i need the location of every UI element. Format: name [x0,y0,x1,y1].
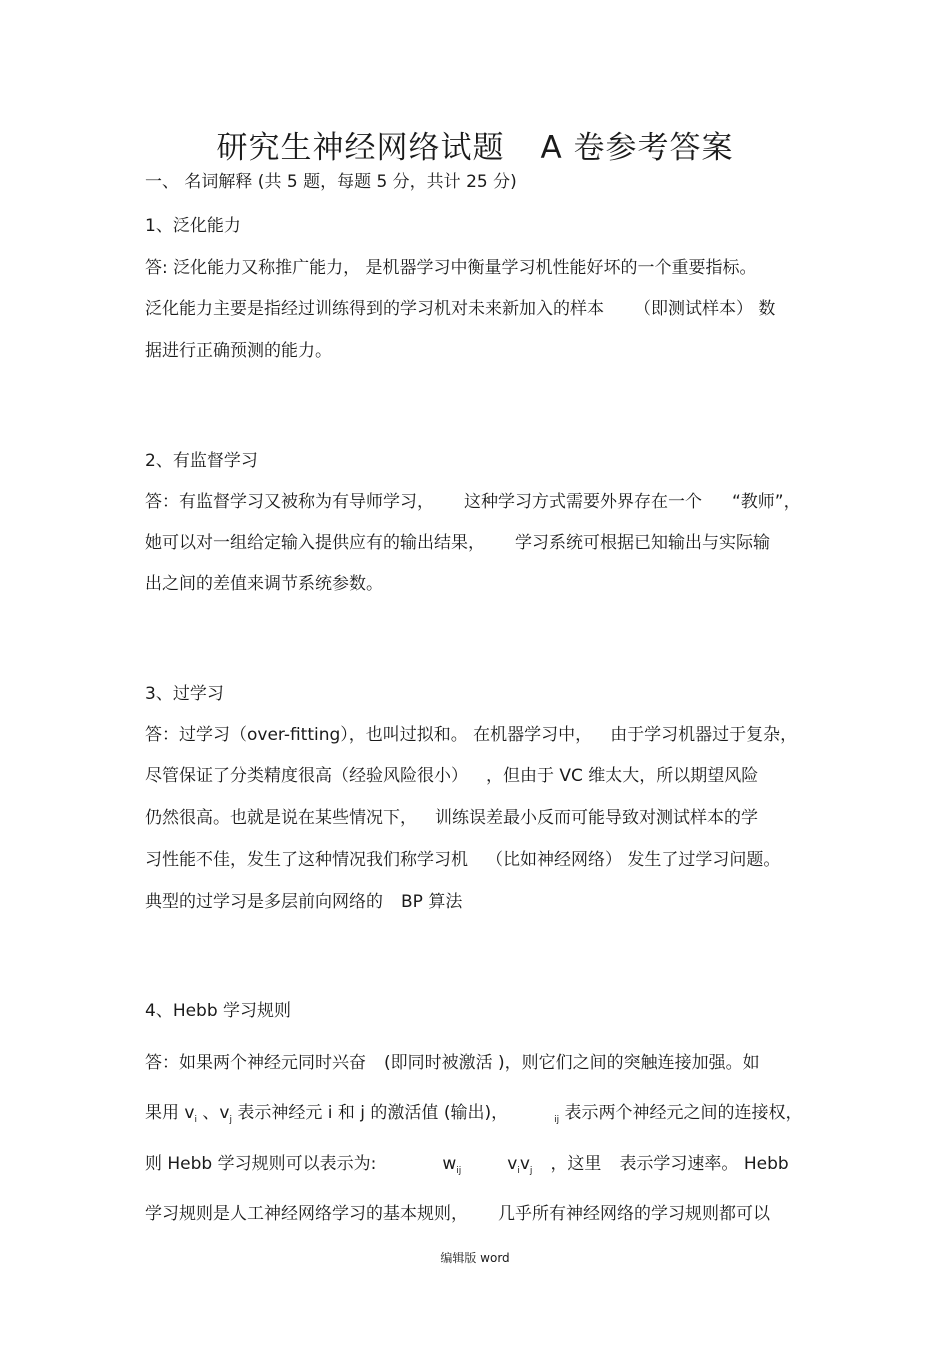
answer-4-text: 表示两个神经元之间的连接权， [559,1103,803,1123]
answer-3-line-4 [145,850,780,870]
page-title [0,122,950,167]
question-1-heading: 1、泛化能力 [145,216,241,236]
answer-2-line-1b: 这种学习方式需要外界存在一个 [464,492,702,512]
question-3-heading: 3、过学习 [145,684,224,704]
answer-3-line-2a: 尽管保证了分类精度很高（经验风险很小） [145,766,468,786]
question-4-heading: 4、Hebb 学习规则 [145,1001,292,1021]
answer-3-line-3 [145,808,758,828]
answer-4-line-1 [145,1053,760,1073]
answer-3-line-5b: BP 算法 [401,892,463,912]
answer-4-text: 果用 v [145,1103,195,1123]
answer-2-line-2 [145,533,770,553]
answer-3-line-5 [145,892,462,912]
answer-2-line-2b: 学习系统可根据已知输出与实际输 [515,533,770,553]
answer-4-text: 几乎所有神经网络的学习规则都可以 [498,1204,770,1224]
answer-4-text: ，这里 [550,1154,602,1174]
formula-v: v [507,1154,518,1174]
answer-3-line-4a: 习性能不佳，发生了这种情况我们称学习机 [145,850,468,870]
answer-3-line-1a: 答：过学习（over-fitting），也叫过拟和。 在机器学习中， [145,725,593,745]
answer-2-line-3: 出之间的差值来调节系统参数。 [145,574,383,594]
answer-2-line-1 [145,492,801,512]
answer-1-line-1: 答: 泛化能力又称推广能力， 是机器学习中衡量学习机性能好坏的一个重要指标。 [145,258,757,278]
answer-1-line-2 [145,299,775,319]
answer-3-line-2b: ，但由于 VC 维太大，所以期望风险 [486,766,759,786]
answer-4-text: 、v [196,1103,230,1123]
answer-2-line-2a: 她可以对一组给定输入提供应有的输出结果， [145,533,485,553]
answer-2-line-1c: “教师”， [732,492,801,512]
subscript-j: j [529,1166,533,1176]
question-2-heading: 2、有监督学习 [145,451,258,471]
answer-1-line-3: 据进行正确预测的能力。 [145,341,332,361]
title-paper-version: A 卷参考答案 [540,130,734,166]
answer-4-line-1b: (即同时被激活 )，则它们之间的突触连接加强。如 [384,1053,760,1073]
answer-4-text: 学习规则是人工神经网络学习的基本规则， [145,1204,468,1224]
answer-1-line-2b: （即测试样本） 数 [634,299,776,319]
title-main: 研究生神经网络试题 [216,130,505,166]
answer-3-line-3b: 训练误差最小反而可能导致对测试样本的学 [435,808,758,828]
subscript-i: i [517,1166,520,1176]
answer-4-text: 表示学习速率。 Hebb [619,1154,789,1174]
answer-4-line-3 [145,1154,789,1181]
answer-4-text: 表示神经元 i 和 j 的激活值 (输出)， [231,1103,509,1123]
page-footer: 编辑版 word [440,1251,510,1265]
formula-w: w [442,1154,457,1174]
answer-4-text: 则 Hebb 学习规则可以表示为: [145,1154,377,1174]
subscript-ij: ij [456,1166,462,1176]
answer-3-line-1 [145,725,797,745]
answer-2-line-1a: 答：有监督学习又被称为有导师学习， [145,492,434,512]
subscript-i: i [194,1115,197,1125]
answer-4-line-1a: 答：如果两个神经元同时兴奋 [145,1053,366,1073]
answer-3-line-1b: 由于学习机器过于复杂， [610,725,798,745]
answer-4-line-2 [145,1103,803,1130]
answer-3-line-2 [145,766,758,786]
formula-v: v [519,1154,530,1174]
subscript-j: j [229,1115,232,1125]
section-heading: 一、 名词解释 (共 5 题，每题 5 分，共计 25 分) [145,172,517,192]
answer-3-line-3a: 仍然很高。也就是说在某些情况下， [145,808,417,828]
subscript-ij: ij [554,1115,560,1125]
answer-3-line-5a: 典型的过学习是多层前向网络的 [145,892,383,912]
answer-1-line-2a: 泛化能力主要是指经过训练得到的学习机对未来新加入的样本 [145,299,604,319]
answer-3-line-4b: （比如神经网络） 发生了过学习问题。 [486,850,781,870]
answer-4-line-4 [145,1204,770,1224]
